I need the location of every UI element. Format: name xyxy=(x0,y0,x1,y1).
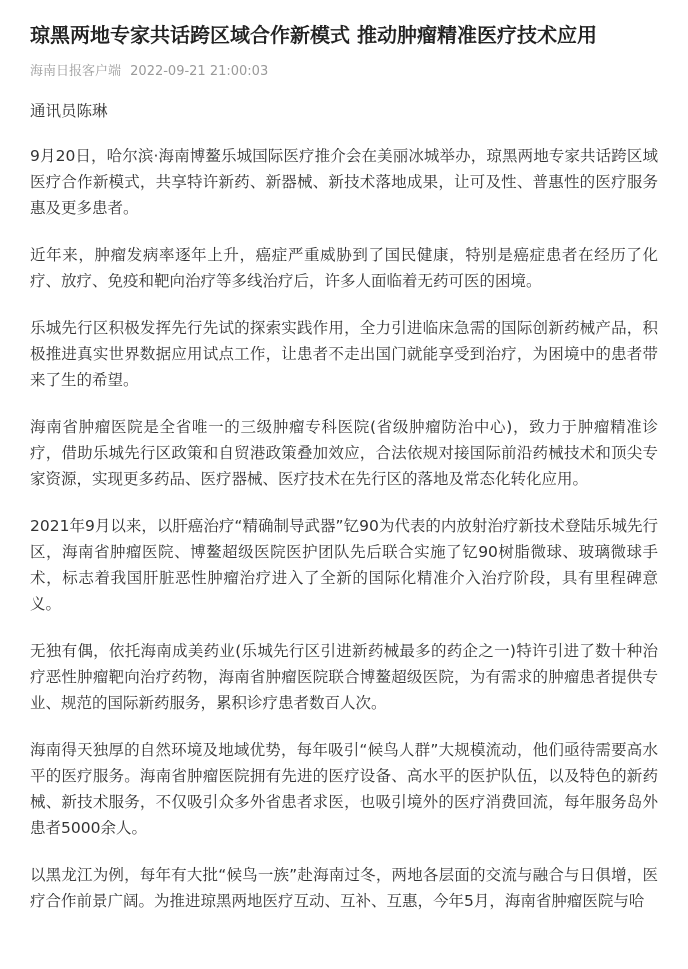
article-datetime: 2022-09-21 21:00:03 xyxy=(130,64,269,79)
article-paragraph: 近年来，肿瘤发病率逐年上升，癌症严重威胁到了国民健康，特别是癌症患者在经历了化疗、放疗、免疫和靶向治疗等多线治疗后，许多人面临着无药可医的困境。 xyxy=(30,246,658,290)
article-body xyxy=(30,98,658,914)
article-paragraph: 海南省肿瘤医院是全省唯一的三级肿瘤专科医院(省级肿瘤防治中心)，致力于肿瘤精准诊疗，借助乐城先行区政策和自贸港政策叠加效应，合法依规对接国际前沿药械技术和顶尖专家资源，实现更多药品、医疗器械、医疗技术在先行区的落地及常态化转化应用。 xyxy=(30,418,658,488)
article-source: 海南日报客户端 xyxy=(30,64,122,79)
article-paragraph: 海南得天独厚的自然环境及地域优势，每年吸引“候鸟人群”大规模流动，他们亟待需要高水平的医疗服务。海南省肿瘤医院拥有先进的医疗设备、高水平的医护队伍，以及特色的新药械、新技术服务，不仅吸引众多外省患者求医，也吸引境外的医疗消费回流，每年服务岛外患者5000余人。 xyxy=(30,741,658,837)
article-paragraph: 乐城先行区积极发挥先行先试的探索实践作用，全力引进临床急需的国际创新药械产品，积极推进真实世界数据应用试点工作，让患者不走出国门就能享受到治疗，为困境中的患者带来了生的希望。 xyxy=(30,319,658,389)
article-paragraph: 以黑龙江为例，每年有大批“候鸟一族”赴海南过冬，两地各层面的交流与融合与日俱增，医疗合作前景广阔。为推进琼黑两地医疗互动、互补、互惠，今年5月，海南省肿瘤医院与哈 xyxy=(30,866,658,910)
article-title: 琼黑两地专家共话跨区域合作新模式 推动肿瘤精准医疗技术应用 xyxy=(30,23,597,47)
article-meta xyxy=(30,62,658,82)
article-paragraph: 2021年9月以来，以肝癌治疗“精确制导武器”钇90为代表的内放射治疗新技术登陆乐城先行区，海南省肿瘤医院、博鳌超级医院医护团队先后联合实施了钇90树脂微球、玻璃微球手术，标志着我国肝脏恶性肿瘤治疗进入了全新的国际化精准介入治疗阶段，具有里程碑意义。 xyxy=(30,517,658,613)
article-paragraph: 9月20日，哈尔滨·海南博鳌乐城国际医疗推介会在美丽冰城举办，琼黑两地专家共话跨区域医疗合作新模式，共享特许新药、新器械、新技术落地成果，让可及性、普惠性的医疗服务惠及更多患者。 xyxy=(30,147,658,217)
article-paragraph: 无独有偶，依托海南成美药业(乐城先行区引进新药械最多的药企之一)特许引进了数十种治疗恶性肿瘤靶向治疗药物，海南省肿瘤医院联合博鳌超级医院，为有需求的肿瘤患者提供专业、规范的国际新药服务，累积诊疗患者数百人次。 xyxy=(30,642,658,712)
article-byline: 通讯员陈琳 xyxy=(30,102,108,120)
